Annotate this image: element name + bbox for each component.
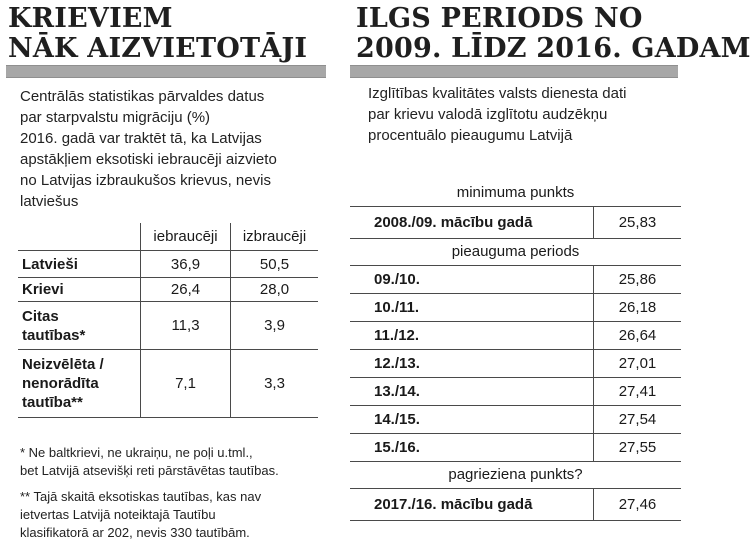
arrivals-value: 11,3	[140, 302, 231, 349]
row-label-line: tautība**	[22, 394, 83, 411]
table-row	[350, 207, 681, 239]
percent-value: 27,55	[593, 434, 681, 461]
footnote-single-asterisk	[20, 444, 320, 480]
intro-line: 2016. gadā var traktēt tā, ka Latvijas	[20, 130, 262, 147]
row-label-line: Citas	[22, 307, 59, 325]
headline-line: 2009. LĪDZ 2016. GADAM	[356, 33, 751, 64]
column-header-arrivals: iebraucēji	[140, 223, 231, 250]
percent-value: 25,86	[593, 266, 681, 293]
header-blank	[18, 223, 140, 250]
table-row	[18, 302, 318, 350]
footnote-line: * Ne baltkrievi, ne ukraiņu, ne poļi u.tml.,	[20, 445, 253, 460]
table-row	[350, 294, 681, 322]
intro-line: Izglītības kvalitātes valsts dienesta dati	[368, 85, 627, 102]
percent-value: 25,83	[593, 207, 681, 238]
row-label-line: nenorādīta	[22, 375, 99, 392]
migration-table	[18, 223, 318, 418]
intro-line: no Latvijas izbraukušos krievus, nevis	[20, 172, 271, 189]
footnote-double-asterisk	[20, 488, 320, 542]
percent-value: 27,41	[593, 378, 681, 405]
arrivals-value: 26,4	[140, 278, 231, 301]
table-row	[350, 350, 681, 378]
row-label	[18, 251, 140, 277]
intro-line: apstākļiem eksotiski iebraucēji aizvieto	[20, 151, 277, 168]
school-year-label: 10./11.	[374, 299, 420, 316]
row-label-line: tautības*	[22, 326, 86, 344]
intro-line: latviešus	[20, 193, 79, 210]
headline-rule	[6, 65, 326, 78]
education-table	[350, 180, 681, 521]
column-header-departures: izbraucēji	[242, 228, 307, 245]
table-row	[350, 406, 681, 434]
table-header-row	[18, 223, 318, 251]
departures-value: 3,3	[264, 375, 285, 392]
school-year-label: 2008./09. mācību gadā	[374, 214, 533, 231]
section-label-minimum: minimuma punkts	[350, 180, 681, 207]
departures-value: 3,9	[264, 317, 285, 334]
table-row	[350, 266, 681, 294]
education-panel	[348, 0, 751, 560]
headline-line: ILGS PERIODS NO	[356, 3, 643, 34]
percent-value: 27,01	[593, 350, 681, 377]
row-label	[18, 278, 140, 301]
arrivals-value: 36,9	[140, 251, 231, 277]
school-year-label: 12./13.	[374, 355, 420, 372]
table-row	[350, 322, 681, 350]
table-row	[350, 434, 681, 462]
section-label-turning-point: pagrieziena punkts?	[350, 462, 681, 489]
footnote-line: ** Tajā skaitā eksotiskas tautības, kas nav	[20, 489, 262, 504]
row-label	[18, 350, 140, 417]
intro-line: par starpvalstu migrāciju (%)	[20, 109, 211, 126]
headline-line: KRIEVIEM	[8, 3, 173, 34]
table-row	[350, 489, 681, 521]
row-label-line: Latvieši	[22, 255, 78, 273]
percent-value: 26,18	[593, 294, 681, 321]
headline-line: NĀK AIZVIETOTĀJI	[8, 33, 308, 64]
footnote-line: klasifikatorā ar 202, nevis 330 tautībām.	[20, 525, 250, 540]
school-year-label: 13./14.	[374, 383, 420, 400]
school-year-label: 2017./16. mācību gadā	[374, 496, 533, 513]
intro-line: Centrālās statistikas pārvaldes datus	[20, 88, 265, 105]
row-label	[18, 302, 140, 349]
table-row	[18, 278, 318, 302]
migration-headline	[8, 4, 307, 64]
footnote-line: ietvertas Latvijā noteiktajā Tautību	[20, 507, 216, 522]
departures-value: 28,0	[259, 281, 290, 298]
intro-line: par krievu valodā izglītotu audzēkņu	[368, 106, 608, 123]
school-year-label: 09./10.	[374, 271, 420, 288]
headline-rule	[350, 65, 678, 78]
school-year-label: 15./16.	[374, 439, 420, 456]
percent-value: 27,46	[593, 489, 681, 520]
footnote-line: bet Latvijā atsevišķi reti pārstāvētas tautības.	[20, 463, 279, 478]
percent-value: 27,54	[593, 406, 681, 433]
intro-line: procentuālo pieaugumu Latvijā	[368, 127, 573, 144]
table-row	[18, 251, 318, 278]
table-row	[350, 378, 681, 406]
migration-panel	[0, 0, 326, 560]
education-headline	[356, 4, 751, 64]
percent-value: 26,64	[593, 322, 681, 349]
row-label-line: Neizvēlēta /	[22, 356, 104, 373]
school-year-label: 14./15.	[374, 411, 420, 428]
table-row	[18, 350, 318, 418]
departures-value: 50,5	[259, 255, 290, 273]
migration-intro	[20, 86, 326, 212]
row-label-line: Krievi	[22, 281, 64, 298]
section-label-growth: pieauguma periods	[350, 239, 681, 266]
school-year-label: 11./12.	[374, 327, 420, 344]
education-intro	[368, 83, 678, 146]
arrivals-value: 7,1	[140, 350, 231, 417]
